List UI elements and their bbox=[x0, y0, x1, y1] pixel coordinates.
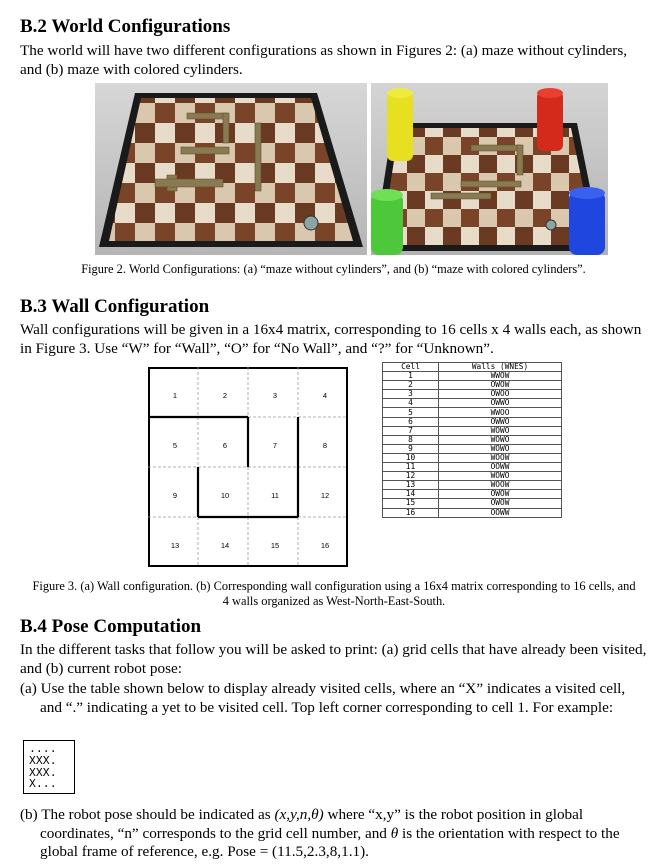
walls-table-cell-walls: WWOW bbox=[439, 372, 562, 381]
maze-without-cylinders-image bbox=[95, 83, 367, 255]
wall-configuration-grid bbox=[148, 367, 348, 567]
walls-table-cell-number: 12 bbox=[383, 472, 439, 481]
section-heading-b3: B.3 Wall Configuration bbox=[20, 296, 210, 317]
grid-cell-label: 1 bbox=[172, 391, 178, 400]
item-a-text: (a) Use the table shown below to display already visited cells, where an “X” indicates a visited cell, and “.” indicating a yet to be visited cell. Top left corner corresponding to cell 1. For example: bbox=[20, 680, 626, 716]
walls-table-cell-number: 3 bbox=[383, 390, 439, 399]
walls-table-row bbox=[383, 417, 562, 426]
walls-table-cell-number: 9 bbox=[383, 444, 439, 453]
walls-table-cell-walls: WWOO bbox=[439, 408, 562, 417]
grid-cell-label: 4 bbox=[322, 391, 328, 400]
walls-table-cell-number: 16 bbox=[383, 508, 439, 517]
walls-table-cell-number: 11 bbox=[383, 463, 439, 472]
walls-table-cell-walls: WOOW bbox=[439, 453, 562, 462]
grid-cell-label: 7 bbox=[272, 441, 278, 450]
grid-cell-label: 11 bbox=[271, 491, 279, 500]
grid-cell-label: 5 bbox=[172, 441, 178, 450]
walls-table-row bbox=[383, 435, 562, 444]
grid-cell-label: 9 bbox=[172, 491, 178, 500]
figure-3-caption: Figure 3. (a) Wall configuration. (b) Corresponding wall configuration using a 16x4 matrix corresponding to 16 cells, and 4 walls organized as West-North-East-South. bbox=[32, 579, 636, 608]
maze-with-colored-cylinders-image bbox=[371, 83, 608, 255]
walls-table-cell-number: 14 bbox=[383, 490, 439, 499]
grid-cell-label: 14 bbox=[220, 541, 230, 550]
section-paragraph-b2: The world will have two different configurations as shown in Figures 2: (a) maze without cylinders, and (b) maze with colored cylinders. bbox=[20, 42, 628, 78]
grid-cell-label: 12 bbox=[320, 491, 330, 500]
grid-cell-label: 15 bbox=[270, 541, 280, 550]
walls-table-cell-number: 13 bbox=[383, 481, 439, 490]
walls-table-cell-walls: OWOW bbox=[439, 490, 562, 499]
item-b-post: is the orientation with respect to the global frame of reference, e.g. Pose = (11.5,2.3,8,1.1). bbox=[40, 824, 620, 860]
walls-table-cell-number: 8 bbox=[383, 435, 439, 444]
walls-table-cell-number: 4 bbox=[383, 399, 439, 408]
visited-cells-box bbox=[23, 740, 75, 794]
walls-table-cell-walls: WOWO bbox=[439, 435, 562, 444]
walls-table bbox=[382, 362, 562, 518]
section-heading-b2: B.2 World Configurations bbox=[20, 16, 231, 37]
visited-row: X... bbox=[29, 778, 57, 792]
walls-table-row bbox=[383, 426, 562, 435]
visited-row: XXX. bbox=[29, 754, 57, 768]
walls-table-cell-walls: OWOW bbox=[439, 381, 562, 390]
walls-table-cell-walls: OWOO bbox=[439, 390, 562, 399]
walls-table-cell-walls: WOWO bbox=[439, 444, 562, 453]
grid-cell-label: 8 bbox=[322, 441, 328, 450]
walls-table-cell-walls: WOWO bbox=[439, 472, 562, 481]
grid-cell-label: 10 bbox=[220, 491, 230, 500]
figure-2-caption: Figure 2. World Configurations: (a) “maze without cylinders”, and (b) “maze with colored cylinders”. bbox=[81, 262, 586, 276]
walls-table-cell-number: 15 bbox=[383, 499, 439, 508]
section-paragraph-b4: In the different tasks that follow you will be asked to print: (a) grid cells that have already been visited, and (b) current robot pose: bbox=[20, 641, 647, 677]
walls-table-row bbox=[383, 508, 562, 517]
section-heading-b4: B.4 Pose Computation bbox=[20, 616, 202, 637]
item-b-theta: θ bbox=[390, 824, 399, 842]
walls-table-cell-number: 5 bbox=[383, 408, 439, 417]
grid-cell-label: 2 bbox=[222, 391, 228, 400]
grid-cell-label: 16 bbox=[320, 541, 330, 550]
walls-table-header-cell: Cell bbox=[383, 363, 439, 372]
visited-row: XXX. bbox=[29, 766, 57, 780]
walls-table-cell-number: 2 bbox=[383, 381, 439, 390]
walls-table-cell-walls: OWWO bbox=[439, 417, 562, 426]
walls-table-cell-walls: OWOW bbox=[439, 499, 562, 508]
walls-table-cell-walls: OWWO bbox=[439, 399, 562, 408]
walls-table-cell-number: 1 bbox=[383, 372, 439, 381]
walls-table-cell-number: 7 bbox=[383, 426, 439, 435]
walls-table-cell-walls: WOOW bbox=[439, 481, 562, 490]
walls-table-row bbox=[383, 408, 562, 417]
item-b-pre: (b) The robot pose should be indicated as bbox=[20, 806, 275, 823]
walls-table-cell-number: 6 bbox=[383, 417, 439, 426]
grid-cell-label: 13 bbox=[170, 541, 180, 550]
walls-table-cell-walls: OOWW bbox=[439, 463, 562, 472]
walls-table-row bbox=[383, 399, 562, 408]
grid-cell-label: 6 bbox=[222, 441, 228, 450]
walls-table-cell-walls: OOWW bbox=[439, 508, 562, 517]
walls-table-row bbox=[383, 499, 562, 508]
visited-row: .... bbox=[29, 743, 57, 756]
grid-cell-label: 3 bbox=[272, 391, 278, 400]
section-paragraph-b3: Wall configurations will be given in a 16x4 matrix, corresponding to 16 cells x 4 walls each, as shown in Figure 3. Use “W” for “Wall”, “O” for “No Wall”, and “?” for “Unknown”. bbox=[20, 321, 642, 357]
item-b-formula: (x,y,n,θ) bbox=[274, 806, 324, 823]
item-b-text bbox=[20, 806, 650, 862]
walls-table-cell-number: 10 bbox=[383, 453, 439, 462]
walls-table-header-walls: Walls (WNES) bbox=[439, 363, 562, 372]
item-b-mid: where “x,y” is the robot position in global coordinates, “n” corresponds to the grid cell number, and bbox=[40, 806, 584, 842]
walls-table-cell-walls: WOWO bbox=[439, 426, 562, 435]
